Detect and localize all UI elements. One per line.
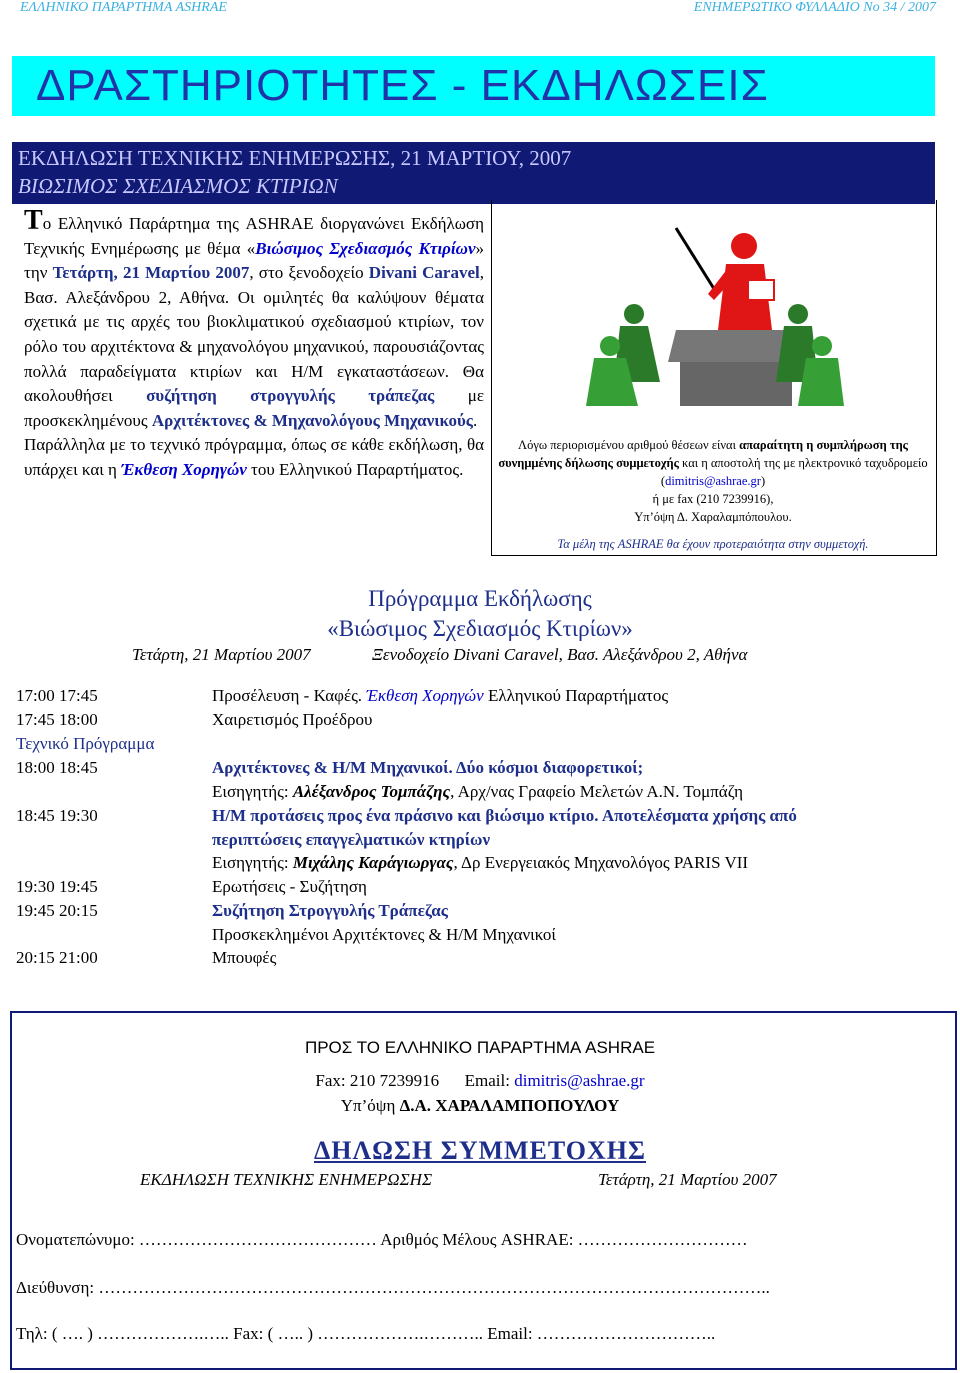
intro-p1: ο Ελληνικό Παράρτημα της ASHRAE διοργανώνει Εκδήλωση Τεχνικής Ενημέρωσης με θέμα «	[24, 214, 484, 258]
schedule-item: Αρχιτέκτονες & Η/Μ Μηχανικοί. Δύο κόσμοι διαφορετικοί;	[212, 758, 644, 777]
r4-sp-b: , Δρ Ενεργειακός Μηχανολόγος PARIS VII	[453, 853, 749, 872]
registration-form	[10, 1011, 957, 1370]
schedule-item-sub: Προσκεκλημένοι Αρχιτέκτονες & Η/Μ Μηχανικοί	[212, 925, 557, 944]
schedule-time: 18:45 19:30	[16, 806, 98, 825]
schedule-item: Η/Μ προτάσεις προς ένα πράσινο και βιώσιμο κτίριο. Αποτελέσματα χρήσης από	[212, 806, 797, 825]
event-subtitle: ΒΙΩΣΙΜΟΣ ΣΧΕΔΙΑΣΜΟΣ ΚΤΙΡΙΩΝ	[18, 174, 338, 198]
form-title: ΔΗΛΩΣΗ ΣΥΜΜΕΤΟΧΗΣ	[314, 1136, 646, 1165]
schedule-time: 18:00 18:45	[16, 758, 98, 777]
form-email-link[interactable]: dimitris@ashrae.gr	[514, 1071, 645, 1090]
form-attn-name: Δ.Α. ΧΑΡΑΛΑΜΠΟΠΟΥΛΟΥ	[399, 1096, 620, 1115]
intro-p1e: με προσκεκλημένους	[24, 386, 484, 430]
section-banner	[12, 56, 935, 116]
note-fax: ή με fax (210 7239916),	[652, 492, 774, 506]
round-table: συζήτηση στρογγυλής τράπεζας	[146, 386, 435, 406]
form-sub-right: Τετάρτη, 21 Μαρτίου 2007	[598, 1170, 777, 1189]
r3-sp-b: , Αρχ/νας Γραφείο Μελετών Α.Ν. Τομπάζη	[450, 782, 743, 801]
r1-a: Προσέλευση - Καφές.	[212, 686, 367, 705]
topic: Βιώσιμος Σχεδιασμός Κτιρίων	[255, 238, 476, 258]
r4-sp-a: Εισηγητής:	[212, 853, 293, 872]
r3-sp-name: Αλέξανδρος Τομπάζης	[292, 782, 451, 801]
event-title: ΕΚΔΗΛΩΣΗ ΤΕΧΝΙΚΗΣ ΕΝΗΜΕΡΩΣΗΣ, 21 ΜΑΡΤΙΟΥ, 2007	[18, 146, 572, 170]
r3-sp-a: Εισηγητής:	[212, 782, 293, 801]
presentation-meeting-icon	[576, 210, 846, 430]
schedule-time: 19:45 20:15	[16, 901, 98, 920]
event-date: Τετάρτη, 21 Μαρτίου 2007	[52, 263, 250, 283]
schedule-time: 19:30 19:45	[16, 877, 98, 896]
schedule-item: Χαιρετισμός Προέδρου	[212, 710, 373, 729]
form-email-label: Email:	[464, 1071, 515, 1090]
form-contact	[0, 1071, 960, 1091]
form-attn	[0, 1096, 960, 1116]
intro-p1f: .	[472, 410, 478, 430]
note-members: Τα μέλη της ASHRAE θα έχουν προτεραιότητα στην συμμετοχή.	[557, 537, 869, 551]
schedule-item: Ερωτήσεις - Συζήτηση	[212, 877, 367, 896]
note-email-link[interactable]: dimitris@ashrae.gr	[665, 474, 761, 488]
intro-p1b: » την	[24, 238, 484, 283]
schedule-time: 17:45 18:00	[16, 710, 98, 729]
event-title-bar	[12, 142, 935, 204]
program-venue: Ξενοδοχείο Divani Caravel, Βασ. Αλεξάνδρου 2, Αθήνα	[372, 645, 748, 664]
form-sub-left: ΕΚΔΗΛΩΣΗ ΤΕΧΝΙΚΗΣ ΕΝΗΜΕΡΩΣΗΣ	[140, 1170, 433, 1189]
intro-text	[24, 205, 484, 483]
note-required: απαραίτητη η συμπλήρωση της συνημμένης δήλωσης συμμετοχής	[498, 438, 908, 470]
schedule-time: 20:15 21:00	[16, 948, 98, 967]
header-right: ΕΝΗΜΕΡΩΤΙΚΟ ΦΥΛΛΑΔΙΟ No 34 / 2007	[693, 0, 936, 15]
speaker	[212, 782, 743, 802]
schedule-item: Μπουφές	[212, 948, 277, 967]
program-subtitle: «Βιώσιμος Σχεδιασμός Κτιρίων»	[327, 616, 633, 641]
intro-p2: Παράλληλα με το τεχνικό πρόγραμμα, όπως σε κάθε εκδήλωση, θα υπάρχει και η	[24, 435, 484, 479]
intro-p1d: , Βασ. Αλεξάνδρου 2, Αθήνα. Οι ομιλητές θα καλύψουν θέματα σχετικά με τις αρχές του βιοκλιματικού σχεδιασμού κτιρίων, τον ρόλο του αρχιτέκτονα & μηχανολόγου μηχανικού, παρουσιάζοντας πολλά παραδείγματα κτιρίων και Η/Μ εγκαταστάσεων. Θα ακολουθήσει	[24, 263, 484, 406]
guests: Αρχιτέκτονες & Μηχανολόγους Μηχανικούς	[151, 410, 473, 430]
schedule-time: 17:00 17:45	[16, 686, 98, 705]
form-recipient: ΠΡΟΣ ΤΟ ΕΛΛΗΝΙΚΟ ΠΑΡΑΡΤΗΜΑ ASHRAE	[304, 1038, 656, 1057]
program-title: Πρόγραμμα Εκδήλωσης	[368, 586, 592, 611]
note-a: Λόγω περιορισμένου αριθμού θέσεων είναι	[518, 438, 740, 452]
form-fax: Fax: 210 7239916	[315, 1071, 440, 1090]
note-c: )	[760, 474, 766, 488]
note-b: και η αποστολή της με ηλεκτρονικό ταχυδρομείο (	[660, 456, 928, 488]
name-field[interactable]: Ονοματεπώνυμο: …………………………………… Αριθμός Μέλους ASHRAE: …………………………	[16, 1230, 748, 1249]
hotel-name: Divani Caravel	[368, 263, 480, 283]
r1-b: Έκθεση Χορηγών	[366, 686, 484, 705]
intro-p2b: του Ελληνικού Παραρτήματος.	[246, 459, 464, 479]
note-attn: Υπ’όψη Δ. Χαραλαμπόπουλου.	[634, 510, 792, 524]
r1-c: Ελληνικού Παραρτήματος	[483, 686, 669, 705]
schedule-item	[212, 686, 668, 706]
drop-cap: Τ	[24, 205, 43, 236]
form-attn-a: Υπ’όψη	[340, 1096, 400, 1115]
r4-sp-name: Μιχάλης Καράγιωργας	[292, 853, 454, 872]
tech-program-heading: Τεχνικό Πρόγραμμα	[16, 734, 155, 753]
registration-note	[491, 436, 935, 553]
phone-fax-email-field[interactable]: Τηλ: ( …. ) ……………….….. Fax: ( ….. ) ……………….……….. Email: …………………………..	[16, 1324, 716, 1343]
sponsor-exhibit: Έκθεση Χορηγών	[121, 459, 247, 479]
schedule-item-cont: περιπτώσεις επαγγελματικών κτηρίων	[212, 830, 491, 849]
section-title: ΔΡΑΣΤΗΡΙΟΤΗΤΕΣ - ΕΚΔΗΛΩΣΕΙΣ	[36, 61, 769, 110]
address-field[interactable]: Διεύθυνση: ………………………………………………………………………………………………………..	[16, 1278, 770, 1297]
speaker	[212, 853, 748, 873]
schedule-item: Συζήτηση Στρογγυλής Τράπεζας	[212, 901, 448, 920]
intro-p1c: , στο ξενοδοχείο	[249, 263, 369, 283]
header-left: ΕΛΛΗΝΙΚΟ ΠΑΡΑΡΤΗΜΑ ASHRAE	[20, 0, 227, 15]
program-date: Τετάρτη, 21 Μαρτίου 2007	[132, 645, 311, 664]
